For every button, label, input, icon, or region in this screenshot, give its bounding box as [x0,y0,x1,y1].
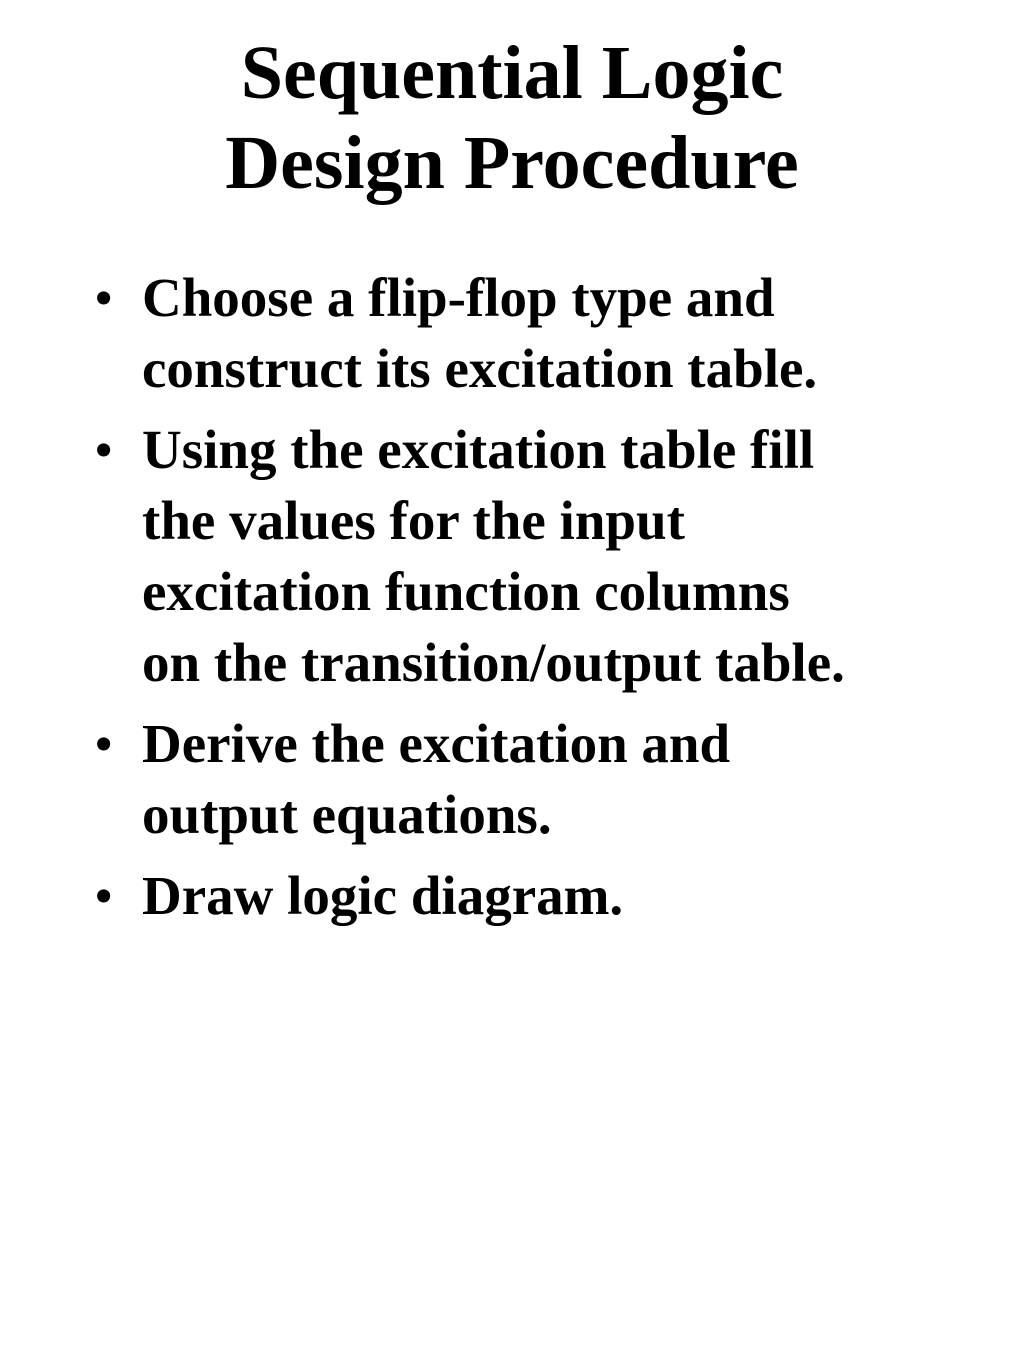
title-line: Sequential Logic [240,31,784,115]
bullet-line: on the transition/output table. [142,632,845,693]
bullet-item [90,860,990,931]
bullet-line: Using the excitation table fill [142,419,815,480]
bullet-text [142,262,990,404]
bullet-text [142,860,990,931]
bullet-icon: • [94,713,114,774]
bullet-text [142,414,990,698]
bullet-line: output equations. [142,784,552,845]
bullet-line: construct its excitation table. [142,338,818,399]
bullet-icon: • [94,267,114,328]
bullet-line: the values for the input [142,490,685,551]
slide-title [0,28,1024,208]
bullet-list [90,262,990,941]
bullet-item [90,262,990,404]
bullet-line: excitation function columns [142,561,790,622]
bullet-line: Derive the excitation and [142,713,731,774]
bullet-line: Choose a flip-flop type and [142,267,775,328]
bullet-icon: • [94,419,114,480]
bullet-text [142,708,990,850]
bullet-item [90,708,990,850]
bullet-line: Draw logic diagram. [142,865,624,926]
bullet-item [90,414,990,698]
title-line: Design Procedure [225,121,799,205]
bullet-icon: • [94,865,114,926]
